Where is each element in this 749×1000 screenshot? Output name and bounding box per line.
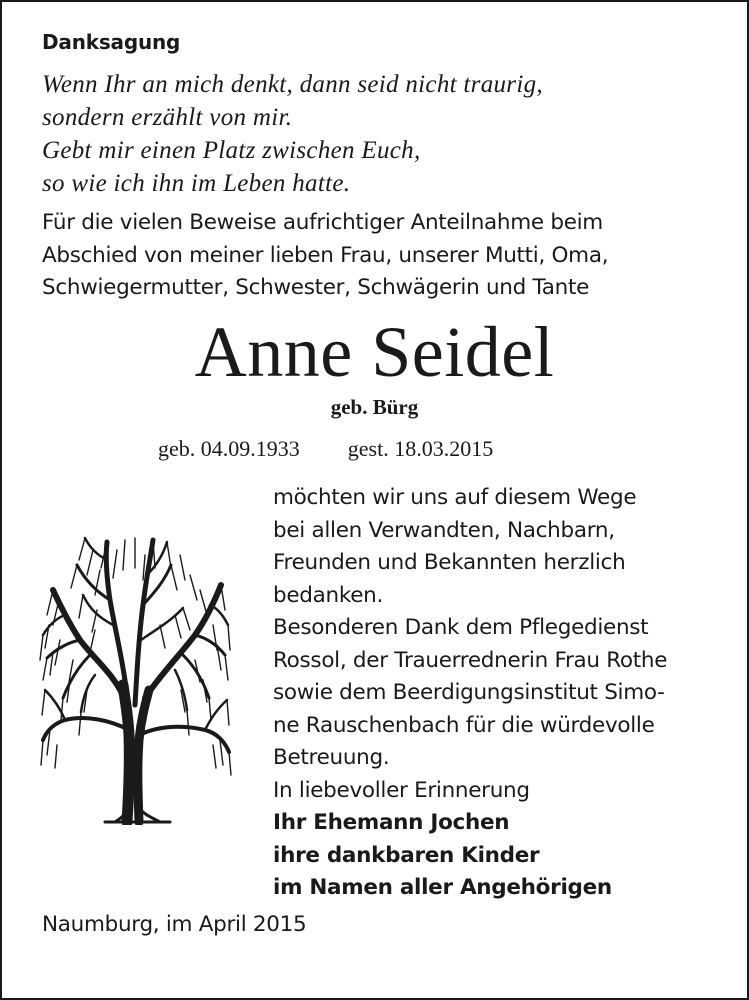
place-date: Naumburg, im April 2015 bbox=[42, 912, 307, 937]
thanks-line: möchten wir uns auf diesem Wege bbox=[273, 485, 637, 510]
poem-line: Wenn Ihr an mich denkt, dann seid nicht traurig, bbox=[42, 71, 543, 98]
thanks-line: bei allen Verwandten, Nachbarn, bbox=[273, 517, 615, 543]
thanks-line: Betreuung. bbox=[273, 745, 390, 770]
birth-date: geb. 04.09.1933 bbox=[158, 436, 300, 461]
poem-line: Gebt mir einen Platz zwischen Euch, bbox=[42, 137, 421, 164]
poem-line: so wie ich ihn im Leben hatte. bbox=[42, 170, 351, 197]
maiden-name: geb. Bürg bbox=[330, 395, 419, 419]
death-date: gest. 18.03.2015 bbox=[347, 436, 494, 461]
poem-line: sondern erzählt von mir. bbox=[42, 104, 293, 131]
thanks-line: sowie dem Beerdigungsinstitut Simo- bbox=[273, 680, 665, 705]
thanks-line: In liebevoller Erinnerung bbox=[273, 777, 530, 803]
thanks-line: Rossol, der Trauerrednerin Frau Rothe bbox=[273, 647, 668, 673]
tree-icon bbox=[35, 530, 235, 825]
thanks-line: ne Rauschenbach für die würdevolle bbox=[273, 712, 655, 738]
signature-line: Ihr Ehemann Jochen bbox=[273, 810, 510, 835]
life-dates bbox=[158, 436, 493, 462]
intro-line: Für die vielen Beweise aufrichtiger Anteilnahme beim bbox=[42, 210, 603, 235]
intro-text bbox=[42, 207, 608, 305]
signature-line: ihre dankbaren Kinder bbox=[273, 842, 540, 868]
thanks-line: Freunden und Bekannten herzlich bbox=[273, 550, 626, 575]
thanks-line: bedanken. bbox=[273, 582, 383, 608]
signature-line: im Namen aller Angehörigen bbox=[273, 875, 612, 900]
thanks-text bbox=[273, 482, 667, 905]
notice-heading: Danksagung bbox=[42, 30, 181, 54]
intro-line: Schwiegermutter, Schwester, Schwägerin und Tante bbox=[42, 275, 590, 300]
thanks-line: Besonderen Dank dem Pflegedienst bbox=[273, 615, 649, 640]
poem bbox=[42, 68, 543, 200]
intro-line: Abschied von meiner lieben Frau, unserer Mutti, Oma, bbox=[42, 242, 609, 268]
deceased-name: Anne Seidel bbox=[194, 312, 555, 392]
